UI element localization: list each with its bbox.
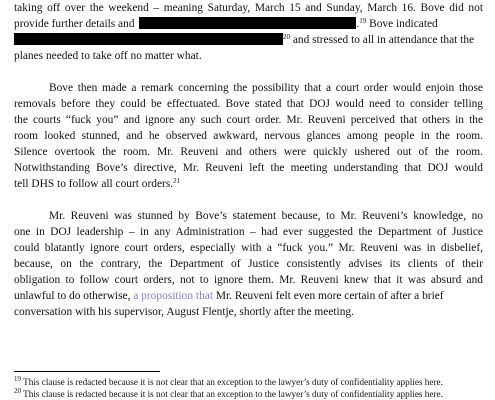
paragraph-2-line-2: removals before they could be effectuated. Bove stated that DOJ would need to consider telling xyxy=(14,98,483,110)
paragraph-3-line-2: one in DOJ leadership – in any Administration – had ever suggested the Department of Justice xyxy=(14,226,483,238)
paragraph-3-line-4: because, on the contrary, the Department of Justice consistently advises its clients of their xyxy=(14,258,483,270)
paragraph-2-line-7 xyxy=(14,176,483,192)
footnote-ref-21: 21 xyxy=(173,177,181,185)
redaction-block xyxy=(14,33,283,45)
paragraph-1-line-2 xyxy=(14,16,483,32)
paragraph-3-line-7: conversation with his supervisor, August Flentje, shortly after the meeting. xyxy=(14,306,354,318)
footnote-ref-20: 20 xyxy=(283,33,290,41)
paragraph-2-line-3: the courts “fuck you” and ignore any such court order. Mr. Reuveni perceived that others in the xyxy=(14,114,483,126)
line-text: provide further details and xyxy=(14,18,135,30)
paragraph-2-line-5: Silence overtook the room. Mr. Reuveni and others were quickly ushered out of the room. xyxy=(14,146,483,158)
footnote-text: This clause is redacted because it is not clear that an exception to the lawyer’s duty of confidentiality applies here. xyxy=(23,389,443,399)
paragraph-3-line-1: Mr. Reuveni was stunned by Bove’s statement because, to Mr. Reuveni’s knowledge, no xyxy=(49,210,483,222)
redaction-block xyxy=(139,17,356,29)
paragraph-3-line-6 xyxy=(14,288,483,304)
footnote-text: This clause is redacted because it is not clear that an exception to the lawyer’s duty of confidentiality applies here. xyxy=(23,377,443,387)
footnote-20 xyxy=(14,389,495,400)
paragraph-1-line-3 xyxy=(14,32,483,48)
paragraph-2-line-1: Bove then made a remark concerning the possibility that a court order would enjoin those xyxy=(49,82,483,94)
paragraph-2-line-6: Notwithstanding Bove’s directive, Mr. Reuveni left the meeting understanding that DOJ would xyxy=(14,162,483,174)
footnote-number: 20 xyxy=(14,387,21,395)
paragraph-3-line-5: obligation to follow court orders, not to ignore them. Mr. Reuveni knew that it was absurd and xyxy=(14,274,483,286)
line-text: Mr. Reuveni felt even more certain of after a brief xyxy=(215,290,444,302)
line-text: Bove indicated xyxy=(369,18,438,30)
paragraph-3-line-3: could blatantly ignore court orders, especially with a “fuck you.” Mr. Reuveni was in disbelief, xyxy=(14,242,483,254)
footnote-19 xyxy=(14,377,495,388)
footnote-ref-19: .$^{19}$ xyxy=(356,17,367,30)
line-text: tell DHS to follow all court orders. xyxy=(14,178,174,190)
line-text: and stressed to all in attendance that the xyxy=(292,34,475,46)
paragraph-2-line-4: room looked stunned, and he observed awkward, nervous glances among people in the room. xyxy=(14,130,483,142)
footnote-separator xyxy=(14,371,160,372)
highlighted-phrase: a proposition that xyxy=(133,290,214,302)
paragraph-1-line-1: taking off over the weekend – meaning Saturday, March 15 and Sunday, March 16. Bove did not xyxy=(14,2,483,14)
paragraph-1-line-4: planes needed to take off no matter what. xyxy=(14,50,202,62)
footnote-number: 19 xyxy=(14,375,21,383)
line-text: unlawful to do otherwise, xyxy=(14,290,131,302)
